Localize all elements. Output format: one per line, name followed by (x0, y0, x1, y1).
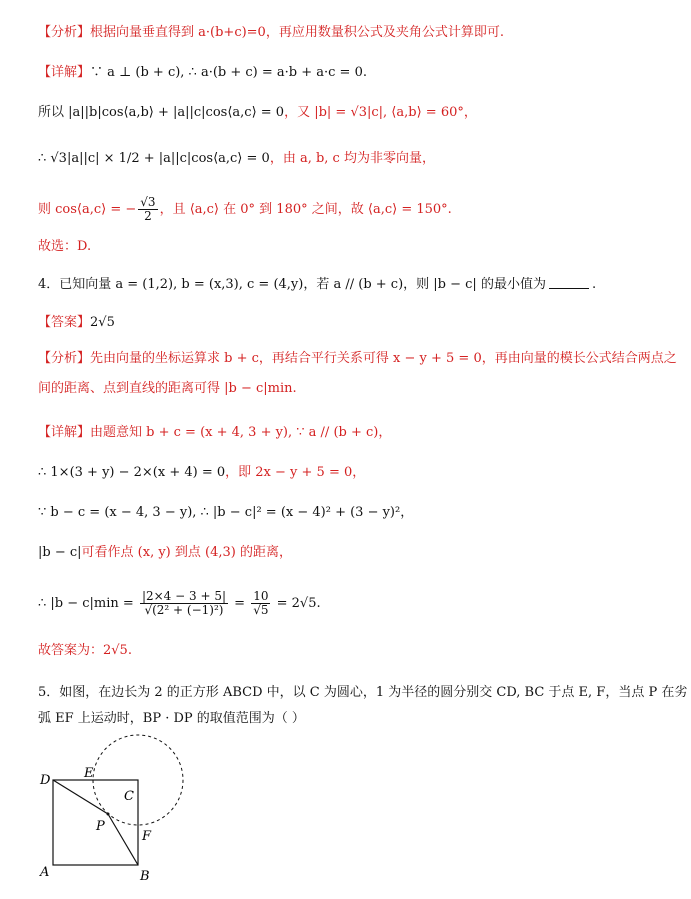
min-suffix: = 2√5. (276, 596, 321, 611)
segment-dp (53, 780, 108, 814)
detail-4-line2 (38, 464, 365, 482)
question-4-stem (38, 276, 596, 294)
detail-math: 所以 |a||b|cos⟨a,b⟩ + |a||c|cos⟨a,c⟩ = 0 (38, 105, 285, 120)
detail-red: ，又 |b| = √3|c|, ⟨a,b⟩ = 60°， (284, 105, 477, 120)
question-5-stem-line1: 5．如图，在边长为 2 的正方形 ABCD 中，以 C 为圆心，1 为半径的圆分别交 CD, BC 于点 E, F，当点 P 在劣 (38, 685, 688, 700)
detail-3-line3 (38, 150, 435, 168)
detail-red: 可看作点 (x, y) 到点 (4,3) 的距离， (81, 545, 292, 560)
geometry-figure (30, 730, 210, 890)
stem-text: 4．已知向量 a = (1,2), b = (x,3), c = (4,y)，若 a // (b + c)，则 |b − c| 的最小值为 (38, 277, 546, 292)
fraction-denominator: √5 (253, 603, 269, 617)
fraction (138, 196, 157, 223)
detail-tag: 【详解】 (38, 425, 91, 440)
choice-3: 故选：D. (38, 239, 92, 254)
detail-4-line3: ∵ b − c = (x − 4, 3 − y), ∴ |b − c|² = (x − 4)² + (3 − y)²， (38, 505, 414, 520)
label-e: E (84, 766, 94, 781)
detail-math: |b − c| (38, 545, 82, 560)
label-f: F (142, 829, 152, 844)
detail-math: ∴ 1×(3 + y) − 2×(x + 4) = 0 (38, 465, 226, 480)
detail-math: ∴ √3|a||c| × 1/2 + |a||c|cos⟨a,c⟩ = 0 (38, 151, 270, 166)
detail-3-line1 (38, 64, 367, 82)
fraction-distance (140, 590, 228, 617)
fraction-result (251, 590, 270, 617)
label-d: D (40, 773, 51, 788)
analysis-text: 根据向量垂直得到 a·(b+c)=0，再应用数量积公式及夹角公式计算即可. (90, 25, 504, 40)
fraction-numerator: √3 (140, 195, 156, 209)
detail-4-line4 (38, 544, 292, 562)
detail-3-line4 (38, 196, 452, 223)
fraction-denominator: 2 (144, 209, 152, 223)
answer-tag: 【答案】 (38, 315, 91, 330)
min-prefix: ∴ |b − c|min = (38, 596, 134, 611)
final-answer-4: 故答案为：2√5. (38, 643, 132, 658)
answer-4 (38, 314, 115, 332)
answer-blank (549, 288, 589, 289)
detail-tag: 【详解】 (38, 65, 91, 80)
fraction-denominator: √(2² + (−1)²) (144, 603, 224, 617)
detail-text: ∵ a ⊥ (b + c), ∴ a·(b + c) = a·b + a·c = 0. (90, 65, 367, 80)
question-5-stem-line2: 弧 EF 上运动时，BP · DP 的取值范围为（ ） (38, 711, 305, 726)
analysis-3 (38, 24, 504, 42)
label-b: B (140, 869, 150, 884)
analysis-text: 先由向量的坐标运算求 b + c，再结合平行关系可得 x − y + 5 = 0，再由向量的模长公式结合两点之 (90, 351, 677, 366)
detail-4-line1 (38, 424, 391, 442)
cos-suffix: ，且 ⟨a,c⟩ 在 0° 到 180° 之间，故 ⟨a,c⟩ = 150°. (159, 202, 452, 217)
analysis-tag: 【分析】 (38, 25, 91, 40)
fraction-numerator: 10 (253, 589, 269, 603)
cos-prefix: 则 cos⟨a,c⟩ = − (38, 202, 137, 217)
stem-end: . (591, 277, 597, 292)
detail-3-line2 (38, 104, 477, 122)
detail-red: ，由 a, b, c 均为非零向量， (269, 151, 435, 166)
label-c: C (124, 789, 134, 804)
segment-pb (108, 814, 138, 865)
answer-value: 2√5 (90, 315, 115, 330)
label-p: P (96, 819, 105, 834)
analysis-tag: 【分析】 (38, 351, 91, 366)
point-p (107, 813, 110, 816)
detail-red: ，即 2x − y + 5 = 0， (225, 465, 366, 480)
fraction-numerator: |2×4 − 3 + 5| (141, 589, 226, 603)
detail-4-line5 (38, 590, 321, 617)
equals-sign: = (234, 596, 246, 611)
analysis-4-line2: 间的距离、点到直线的距离可得 |b − c|min. (38, 381, 297, 396)
label-a: A (40, 865, 50, 880)
analysis-4-line1 (38, 350, 677, 368)
detail-text: 由题意知 b + c = (x + 4, 3 + y), ∵ a // (b + c)， (90, 425, 392, 440)
